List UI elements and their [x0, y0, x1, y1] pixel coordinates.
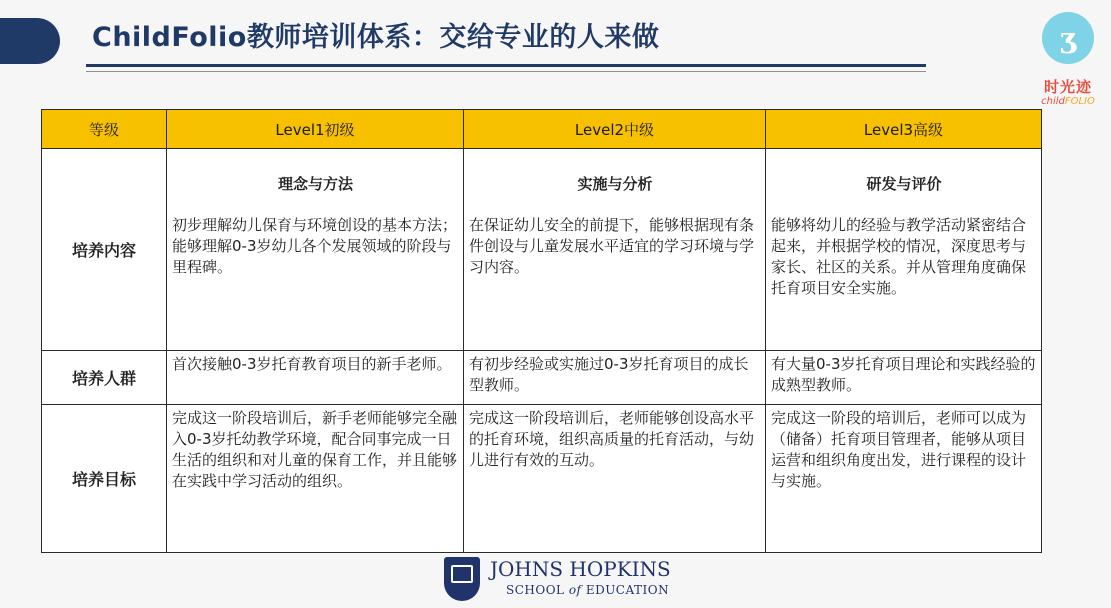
- page-title: ChildFolio教师培训体系：交给专业的人来做: [92, 22, 660, 53]
- jhu-school-part2: EDUCATION: [581, 583, 670, 597]
- title-accent-tab: [0, 18, 60, 64]
- training-level-table: [41, 109, 1042, 553]
- cell-text: 能够将幼儿的经验与教学活动紧密结合起来，并根据学校的情况，深度思考与家长、社区的关系。并从管理角度确保托育项目安全实施。: [771, 216, 1027, 297]
- cell-subtitle: 理念与方法: [277, 175, 353, 193]
- table-row-audience: [42, 351, 1042, 405]
- table-cell: [766, 149, 1042, 351]
- jhu-school-of: of: [568, 583, 582, 597]
- logo-chinese-text: 时光迹: [1043, 78, 1092, 96]
- table-cell: [464, 149, 766, 351]
- table-cell: 有大量0-3岁托育项目理论和实践经验的成熟型教师。: [766, 351, 1042, 405]
- cell-text: 初步理解幼儿保育与环境创设的基本方法；能够理解0-3岁幼儿各个发展领域的阶段与里程碑。: [172, 216, 458, 276]
- logo-english-part1: child: [1041, 96, 1065, 107]
- jhu-school-text: [506, 583, 669, 597]
- logo-english-part2: FOLIO: [1064, 96, 1095, 107]
- logo-english-text: [1032, 96, 1104, 107]
- header-level2: Level2中级: [464, 110, 766, 149]
- table-cell: 有初步经验或实施过0-3岁托育项目的成长型教师。: [464, 351, 766, 405]
- header-level3: Level3高级: [766, 110, 1042, 149]
- jhu-name-text: JOHNS HOPKINS: [490, 557, 671, 581]
- row-label-content: 培养内容: [42, 149, 167, 351]
- header-level1: Level1初级: [167, 110, 464, 149]
- header-level: 等级: [42, 110, 167, 149]
- jhu-school-part1: SCHOOL: [506, 583, 569, 597]
- logo-glyph-icon: ʒ: [1060, 21, 1076, 55]
- table-row-goals: [42, 405, 1042, 553]
- table-cell: [167, 149, 464, 351]
- table-cell: 完成这一阶段培训后，老师能够创设高水平的托育环境，组织高质量的托育活动，与幼儿进行有效的互动。: [464, 405, 766, 553]
- title-underline-thin: [86, 71, 926, 72]
- cell-subtitle: 实施与分析: [577, 175, 653, 193]
- cell-subtitle: 研发与评价: [866, 175, 942, 193]
- jhu-shield-icon: [444, 557, 480, 601]
- childfolio-logo: [1032, 12, 1104, 110]
- table-header-row: [42, 110, 1042, 149]
- table-cell: 首次接触0-3岁托育教育项目的新手老师。: [167, 351, 464, 405]
- logo-badge-icon: [1042, 12, 1094, 64]
- cell-text: 在保证幼儿安全的前提下，能够根据现有条件创设与儿童发展水平适宜的学习环境与学习内容。: [469, 216, 755, 276]
- title-underline: [86, 64, 926, 67]
- row-label-audience: 培养人群: [42, 351, 167, 405]
- jhu-logo: [444, 556, 674, 604]
- row-label-goals: 培养目标: [42, 405, 167, 553]
- table-cell: 完成这一阶段培训后，新手老师能够完全融入0-3岁托幼教学环境，配合同事完成一日生活的组织和对儿童的保育工作，并且能够在实践中学习活动的组织。: [167, 405, 464, 553]
- table-row-content: [42, 149, 1042, 351]
- table-cell: 完成这一阶段的培训后，老师可以成为（储备）托育项目管理者，能够从项目运营和组织角度出发，进行课程的设计与实施。: [766, 405, 1042, 553]
